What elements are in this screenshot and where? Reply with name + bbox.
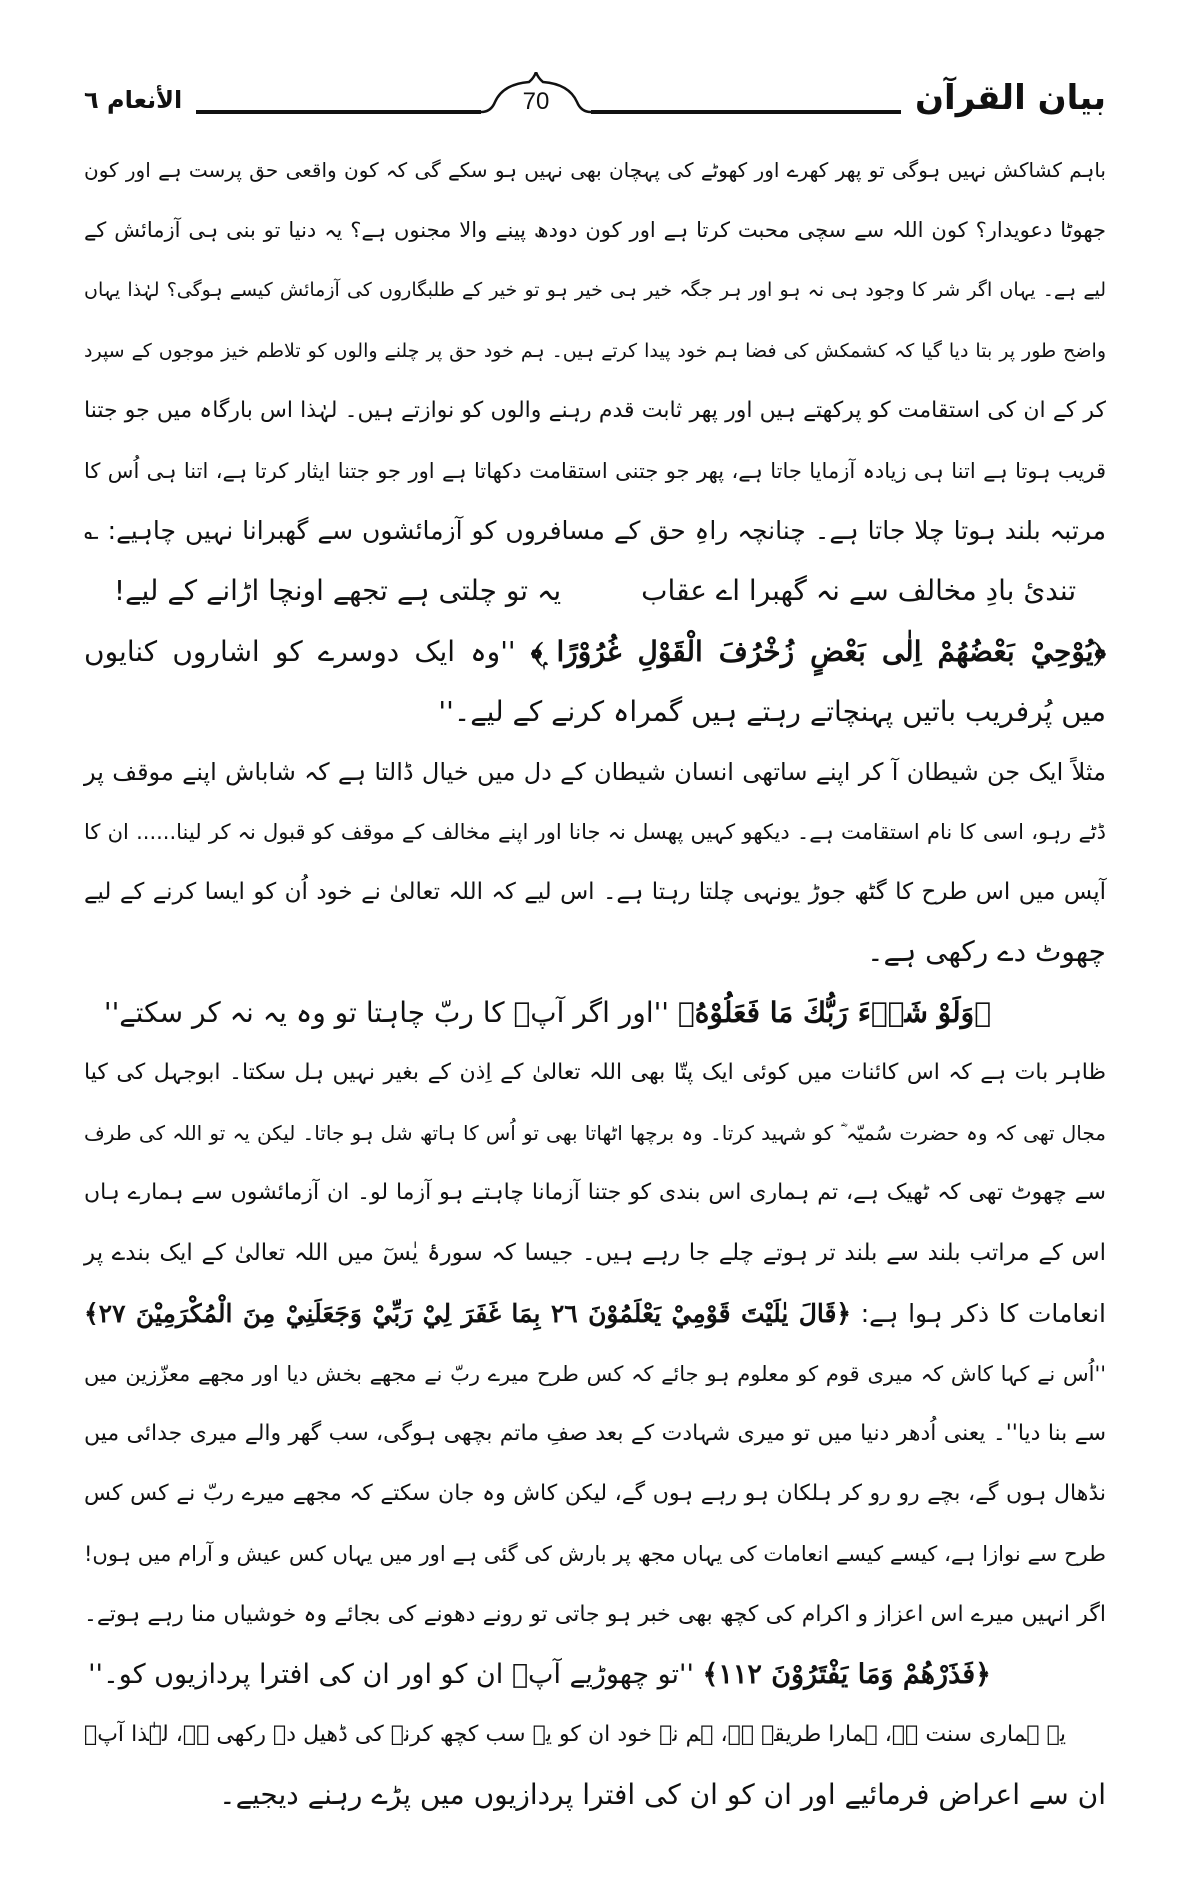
urdu-text: قریب ہوتا ہے اتنا ہی زیادہ آزمایا جاتا ہے، پھر جو جتنی استقامت دکھاتا ہے اور جو جتنا ایثار کرتا ہے، اتنا ہی اُس کا [84,458,1106,483]
text-line [84,381,1106,441]
hemistich: تندیٔ بادِ مخالف سے نہ گھبرا اے عقاب [641,574,1077,608]
text-line [84,1043,1106,1103]
urdu-text: کر کے ان کی استقامت کو پرکھتے ہیں اور پھر ثابت قدم رہنے والوں کو نوازتے ہیں۔ لہٰذا اس بارگاہ میں جو جتنا [84,397,1106,423]
text-line [84,200,1106,260]
text-line [84,1103,1106,1163]
text-line [84,260,1106,320]
urdu-text: مجال تھی کہ وہ حضرت سُمیّہ ؓ کو شہید کرتا۔ وہ برچھا اٹھاتا بھی تو اُس کا ہاتھ شل ہو جاتا۔ لیکن یہ تو اللہ کی طرف [84,1121,1106,1145]
text-line [84,742,1106,802]
poem-couplet [84,561,1106,621]
header-rule-left [196,110,481,114]
text-line [84,1705,1106,1765]
quran-ayah: ﴿يُوْحِيْ بَعْضُهُمْ اِلٰى بَعْضٍ زُخْرُفَ الْقَوْلِ غُرُوْرًا ۭ﴾ [530,634,1107,668]
book-title: بیان القرآن [915,78,1106,118]
urdu-text: اگر انہیں میرے اس اعزاز و اکرام کی کچھ بھی خبر ہو جاتی تو رونے دھونے کی بجائے وہ خوشیاں منا رہے ہوتے۔ [84,1601,1106,1627]
page-number: 70 [522,88,550,115]
page-body [84,140,1106,1825]
text-line [84,441,1106,501]
text-line [84,1765,1106,1825]
urdu-text: یہ ہماری سنت ہے، ہمارا طریقہ ہے، ہم نے خود ان کو یہ سب کچھ کرنے کی ڈھیل دے رکھی ہے، لہٰذا آپؐ [84,1721,1066,1747]
hemistich: یہ تو چلتی ہے تجھے اونچا اڑانے کے لیے! [113,574,562,608]
text-line [84,1464,1106,1524]
text-line [84,1163,1106,1223]
urdu-text: جھوٹا دعویدار؟ کون اللہ سے سچی محبت کرتا ہے اور کون دودھ پینے والا مجنوں ہے؟ یہ دنیا تو بنی ہی آزمائش کے [84,218,1106,243]
text-line [84,983,1106,1043]
urdu-text: چھوٹ دے رکھی ہے۔ [867,935,1106,969]
urdu-translation: ''وہ ایک دوسرے کو اشاروں کنایوں [84,634,531,668]
page-number-arch [481,72,591,116]
text-line [84,1645,1106,1705]
running-header [84,72,1106,132]
urdu-text: لیے ہے۔ یہاں اگر شر کا وجود ہی نہ ہو اور ہر جگہ خیر ہی خیر ہو تو خیر کے طلبگاروں کی آزمائش کیسے ہوگی؟ لہٰذا یہاں [84,279,1106,302]
urdu-text: باہم کشاکش نہیں ہوگی تو پھر کھرے اور کھوٹے کی پہچان بھی نہیں ہو سکے گی کہ کون واقعی حق پرست ہے اور کون [84,158,1106,182]
urdu-text: اس کے مراتب بلند سے بلند تر ہوتے چلے جا رہے ہیں۔ جیسا کہ سورۂ یٰسٓ میں اللہ تعالیٰ کے ایک بندے پر [84,1240,1106,1267]
text-line [84,140,1106,200]
text-line [84,682,1106,742]
text-line [84,922,1106,982]
text-line [84,1524,1106,1584]
text-line [84,1223,1106,1283]
text-line [84,862,1106,922]
urdu-text: واضح طور پر بتا دیا گیا کہ کشمکش کی فضا ہم خود پیدا کرتے ہیں۔ ہم خود حق پر چلنے والوں کو تلاطم خیز موجوں کے سپرد [84,339,1106,362]
quran-ayah: ﴿قَالَ يٰلَيْتَ قَوْمِيْ يَعْلَمُوْنَ ٢٦ بِمَا غَفَرَ لِيْ رَبِّيْ وَجَعَلَنِيْ مِنَ الْمُكْرَمِيْنَ ٢٧﴾ [84,1298,852,1328]
urdu-text: سے چھوٹ تھی کہ ٹھیک ہے، تم ہماری اس بندی کو جتنا آزمانا چاہتے ہو آزما لو۔ ان آزمائشوں سے ہمارے ہاں [84,1180,1106,1206]
surah-name: الأنعام ٦ [84,86,183,114]
urdu-text: ڈٹے رہو، اسی کا نام استقامت ہے۔ دیکھو کہیں پھسل نہ جانا اور اپنے مخالف کے موقف کو قبول نہ کر لینا...... ان کا [84,820,1106,845]
text-line [84,1585,1106,1645]
urdu-translation: ''اور اگر آپؐ کا ربّ چاہتا تو وہ یہ نہ کر سکتے'' [103,995,678,1029]
urdu-text: مثلاً ایک جن شیطان آ کر اپنے ساتھی انسان شیطان کے دل میں خیال ڈالتا ہے کہ شاباش اپنے موقف پر [84,757,1106,786]
text-line [84,321,1106,381]
text-line [84,622,1106,682]
text-line [84,802,1106,862]
text-line [84,1344,1106,1404]
urdu-text: ان سے اعراض فرمائیے اور ان کو ان کی افترا پردازیوں میں پڑے رہنے دیجیے۔ [219,1778,1106,1812]
urdu-text: انعامات کا ذکر ہوا ہے: [851,1298,1106,1328]
urdu-text: مرتبہ بلند ہوتا چلا جاتا ہے۔ چنانچہ راہِ حق کے مسافروں کو آزمائشوں سے گھبرانا نہیں چاہیے: ؎ [84,516,1106,546]
urdu-text: میں پُرفریب باتیں پہنچاتے رہتے ہیں گمراہ کرنے کے لیے۔'' [438,694,1106,728]
quran-ayah: ﴿فَذَرْهُمْ وَمَا يَفْتَرُوْنَ ١١٢﴾ [702,1658,991,1690]
header-rule-right [591,110,901,114]
urdu-text: ظاہر بات ہے کہ اس کائنات میں کوئی ایک پتّا بھی اللہ تعالیٰ کے اِذن کے بغیر نہیں ہل سکتا۔ ابوجہل کی کیا [84,1059,1106,1085]
urdu-translation: ''تو چھوڑیے آپؐ ان کو اور ان کی افترا پردازیوں کو۔'' [88,1658,703,1690]
urdu-text: طرح سے نوازا ہے، کیسے کیسے انعامات کی یہاں مجھ پر بارش کی گئی ہے اور میں یہاں کس عیش و آرام میں ہوں! [84,1542,1106,1567]
text-line [84,1404,1106,1464]
text-line [84,501,1106,561]
urdu-text: نڈھال ہوں گے، بچے رو رو کر ہلکان ہو رہے ہوں گے، لیکن کاش وہ جان سکتے کہ مجھے میرے ربّ نے کس کس [84,1481,1106,1507]
quran-ayah: ﴿وَلَوْ شَاۗءَ رَبُّكَ مَا فَعَلُوْهُ﴾ [677,995,991,1029]
text-line [84,1284,1106,1344]
urdu-text: سے بنا دیا''۔ یعنی اُدھر دنیا میں تو میری شہادت کے بعد صفِ ماتم بچھی ہوگی، سب گھر والے میری جدائی میں [84,1420,1106,1446]
urdu-text: ''اُس نے کہا کاش کہ میری قوم کو معلوم ہو جائے کہ کس طرح میرے ربّ نے مجھے بخش دیا اور مجھے معزّزین میں [84,1361,1106,1386]
urdu-text: آپس میں اس طرح کا گٹھ جوڑ یونہی چلتا رہتا ہے۔ اس لیے کہ اللہ تعالیٰ نے خود اُن کو ایسا کرنے کے لیے [84,879,1106,906]
